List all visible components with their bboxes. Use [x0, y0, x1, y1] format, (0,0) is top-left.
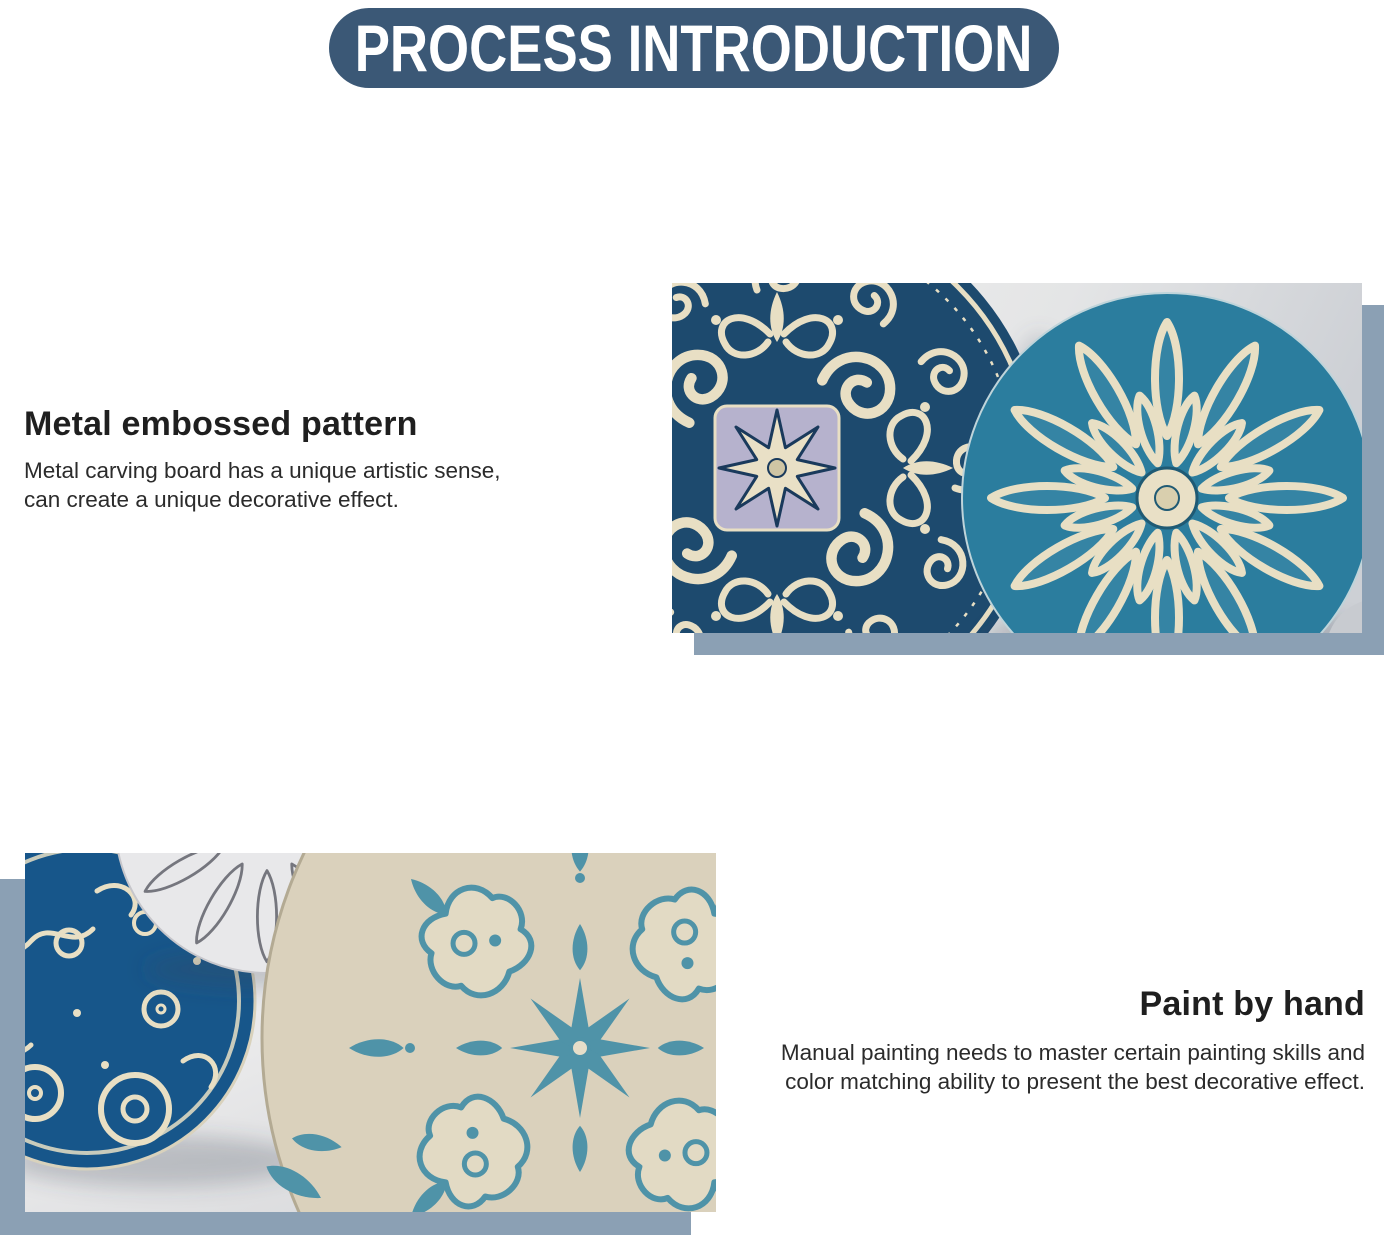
metal-embossed-body-line-2: can create a unique decorative effect. — [24, 487, 399, 512]
section-banner — [329, 8, 1059, 88]
embossed-plates-photo — [672, 283, 1362, 633]
cream-floral-plate — [261, 853, 716, 1212]
paint-by-hand-body-line-1: Manual painting needs to master certain painting skills and — [780, 1040, 1365, 1065]
embossed-plates-illustration — [672, 283, 1362, 633]
hand-painted-plates-photo — [25, 853, 716, 1212]
banner-title: PROCESS INTRODUCTION — [355, 11, 1033, 85]
paint-by-hand-text-block — [781, 984, 1365, 1096]
metal-embossed-text-block — [24, 404, 501, 514]
metal-embossed-heading: Metal embossed pattern — [24, 405, 418, 443]
metal-embossed-body-line-1: Metal carving board has a unique artistic sense, — [24, 458, 501, 483]
hand-painted-plates-illustration — [25, 853, 716, 1212]
paint-by-hand-heading: Paint by hand — [1139, 985, 1365, 1023]
paint-by-hand-body-line-2: color matching ability to present the best decorative effect. — [785, 1069, 1365, 1094]
